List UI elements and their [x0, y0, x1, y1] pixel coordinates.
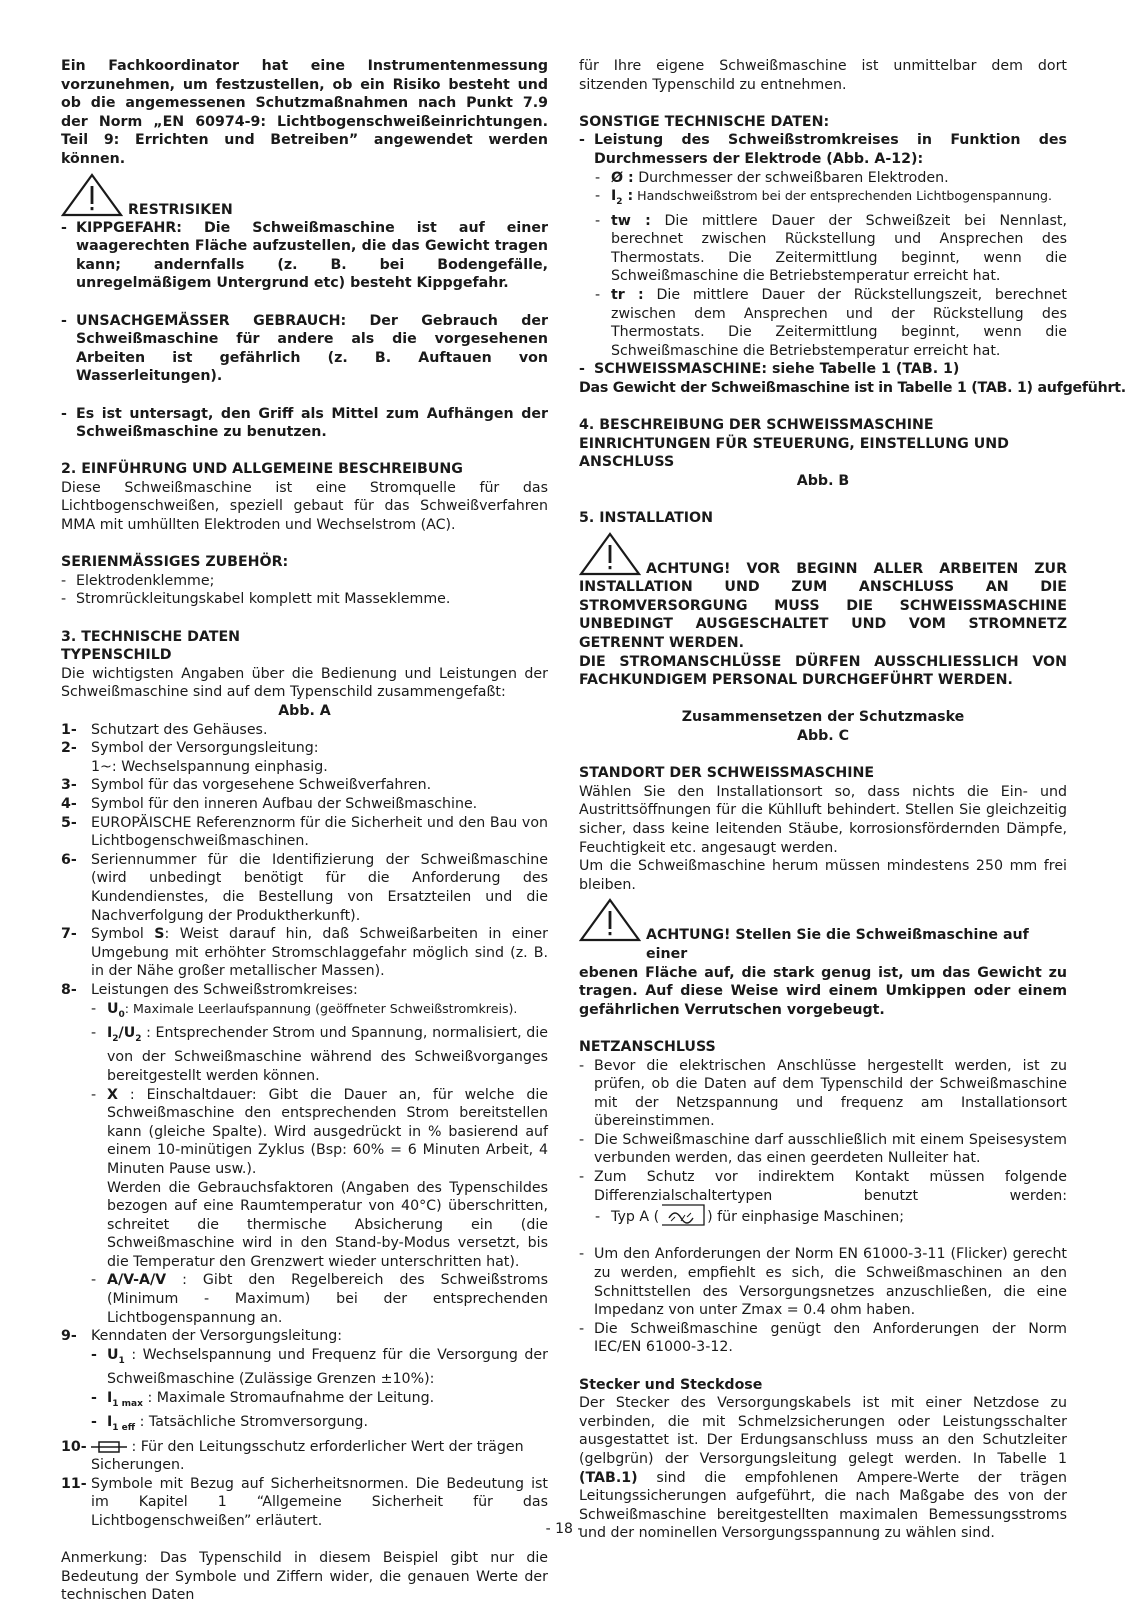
plate-item-2: 2- Symbol der Versorgungsleitung: 1~: Wechselspannung einphasig.: [61, 740, 328, 775]
installation-warning-text-2: DIE STROMANSCHLÜSSE DÜRFEN AUSSCHLIESSLICH VON FACHKUNDIGEM PERSONAL DURCHGEFÜHRT WERDEN.: [579, 653, 1067, 689]
accessory-item: - Elektrodenklemme;: [61, 572, 215, 589]
mains-item: - Zum Schutz vor indirektem Kontakt müssen folgende Differenzialschaltertypen benutzt werden:: [579, 1169, 1067, 1204]
weight-line: Das Gewicht der Schweißmaschine ist in Tabelle 1 (TAB. 1) aufgeführt.: [579, 379, 1126, 396]
coordinator-paragraph: Ein Fachkoordinator hat eine Instrumentenmessung vorzunehmen, um festzustellen, ob ein Risiko besteht und ob die angemessenen Schutzmaßnahmen nach Punkt 7.9 der Norm „EN 60974-9: Lichtbogenschweißeinrichtungen. Teil 9: Errichten und Betreiben” angewendet werden können.: [61, 58, 548, 167]
stability-warning: [579, 898, 1067, 1019]
rcd-type-a-icon: [661, 1204, 705, 1226]
section-4-subheading: EINRICHTUNGEN FÜR STEUERUNG, EINSTELLUNG UND ANSCHLUSS: [579, 435, 1009, 471]
mask-assembly-heading: Zusammensetzen der Schutzmaske: [681, 709, 965, 726]
plug-socket-text: Der Stecker des Versorgungskabels ist mit einer Netzdose zu verbinden, die mit Schmelzsicherungen oder Leistungsschalter ausgestattet ist. Der Erdungsanschluss muss an den Schutzleiter (gelbgrün) der Versorgungsleitung gelegt werden. In Tabelle 1 (TAB.1) sind die empfohlenen Ampere-Werte der trägen Leitungssicherungen aufgeführt, die nach Maßgabe des von der Schweißmaschine bereitgestellten maximalen Bemessungsstroms und der nominellen Versorgungsspannung zu wählen sind.: [579, 1395, 1067, 1542]
residual-risks-heading: RESTRISIKEN: [128, 201, 233, 218]
section-4-heading: 4. BESCHREIBUNG DER SCHWEISSMASCHINE: [579, 417, 934, 434]
stability-warning-first-line: ACHTUNG! Stellen Sie die Schweißmaschine auf einer: [646, 927, 1029, 962]
risk-item: - KIPPGEFAHR: Die Schweißmaschine ist auf einer waagerechten Fläche aufzustellen, die das Gewicht tragen kann; andernfalls (z. B. bei Bodengefälle, unregelmäßigem Untergrund etc) besteht Kippgefahr.: [61, 219, 548, 292]
duty-cycle-item: - X : Einschaltdauer: Gibt die Dauer an, für welche die Schweißmaschine den entsprechenden Strom bereitstellen kann (gleiche Spalte). Wird ausgedrückt in % basierend auf einem 10-minütigen Zyklus (Bsp: 60% = 6 Minuten Arbeit, 4 Minuten Pause usw.).: [91, 1086, 548, 1177]
section-3-heading: 3. TECHNISCHE DATEN: [61, 628, 241, 645]
residual-risks-warning: [61, 173, 548, 219]
plate-item-4: 4- Symbol für den inneren Aufbau der Schweißmaschine.: [61, 795, 478, 812]
diameter-item: - Ø : Durchmesser der schweißbaren Elektroden.: [595, 169, 949, 186]
location-text-2: Um die Schweißmaschine herum müssen mindestens 250 mm frei bleiben.: [579, 858, 1067, 893]
accessory-item: - Stromrückleitungskabel komplett mit Masseklemme.: [61, 591, 451, 608]
plate-item-1: 1- Schutzart des Gehäuses.: [61, 721, 268, 738]
section-2-text: Diese Schweißmaschine ist eine Stromquelle für das Lichtbogenschweißen, speziell gebaut für das Schweißverfahren MMA mit umhüllten Elektroden und Wechselstrom (AC).: [61, 479, 548, 534]
accessories-heading: SERIENMÄSSIGES ZUBEHÖR:: [61, 554, 289, 571]
mains-connection-heading: NETZANSCHLUSS: [579, 1038, 716, 1055]
location-text: Wählen Sie den Installationsort so, dass nichts die Ein- und Austrittsöffnungen für die Kühlluft behindert. Stellen Sie gleichzeitig sicher, dass keine leitenden Stäube, korrosionsfördernden Dämpfe, Feuchtigkeit etc. angesaugt werden.: [579, 783, 1067, 856]
rating-plate-text: Die wichtigsten Angaben über die Bedienung und Leistungen der Schweißmaschine sind auf dem Typenschild zusammengefaßt:: [61, 665, 548, 701]
figure-c-label: Abb. C: [796, 728, 850, 745]
left-column: [61, 57, 548, 1605]
welding-machine-table-ref: - SCHWEISSMASCHINE: siehe Tabelle 1 (TAB. 1): [579, 361, 960, 378]
rating-plate-note-continued: für Ihre eigene Schweißmaschine ist unmittelbar dem dort sitzenden Typenschild zu entnehmen.: [579, 58, 1067, 93]
risk-item: - UNSACHGEMÄSSER GEBRAUCH: Der Gebrauch der Schweißmaschine für andere als die vorgesehenen Arbeiten ist gefährlich (z. B. Auftauen von Wasserleitungen).: [61, 312, 548, 385]
fuse-icon: [91, 1440, 127, 1454]
duty-cycle-note: Werden die Gebrauchsfaktoren (Angaben des Typenschildes bezogen auf eine Raumtemperatur von 40°C) überschritten, schreitet die thermische Absicherung ein (die Schweißmaschine wird in den Stand-by-Modus versetzt, bis die Temperatur den Grenzwert wieder unterschritten hat).: [107, 1179, 548, 1270]
plate-item-11: 11- Symbole mit Bezug auf Sicherheitsnormen. Die Bedeutung ist im Kapitel 1 “Allgemeine Sicherheit für das Lichtbogenschweißen” erläutert.: [61, 1475, 548, 1530]
mains-item: - Die Schweißmaschine genügt den Anforderungen der Norm IEC/EN 61000-3-12.: [579, 1320, 1067, 1356]
page-number: - 18 -: [545, 1521, 583, 1537]
risk-item: - Es ist untersagt, den Griff als Mittel zum Aufhängen der Schweißmaschine zu benutzen.: [61, 405, 548, 441]
rating-plate-note: Anmerkung: Das Typenschild in diesem Beispiel gibt nur die Bedeutung der Symbole und Ziffern wider, die genauen Werte der technischen Daten: [61, 1550, 548, 1604]
section-2-heading: 2. EINFÜHRUNG UND ALLGEMEINE BESCHREIBUNG: [61, 461, 463, 478]
u0-item: - $U_0$: Maximale Leerlaufspannung (geöffneter Schweißstromkreis).: [91, 1000, 518, 1020]
u1-item: - $U_1$ : Wechselspannung und Frequenz für die Versorgung der Schweißmaschine (Zulässige Grenzen ±10%):: [91, 1346, 548, 1388]
i1eff-item: - $I_{1 eff}$ : Tatsächliche Stromversorgung.: [91, 1414, 368, 1434]
stability-warning-text: ebenen Fläche auf, die stark genug ist, um das Gewicht zu tragen. Auf diese Weise wird einem Umkippen oder einem gefährlichen Verrutschen vorgebeugt.: [579, 964, 1067, 1018]
mains-item: - Die Schweißmaschine darf ausschließlich mit einem Speisesystem verbunden werden, das einen geerdeten Nulleiter hat.: [579, 1131, 1067, 1167]
plate-item-5: 5- EUROPÄISCHE Referenznorm für die Sicherheit und den Bau von Lichtbogenschweißmaschinen.: [61, 814, 548, 850]
other-technical-data-heading: SONSTIGE TECHNISCHE DATEN:: [579, 113, 830, 130]
plate-item-8: 8- Leistungen des Schweißstromkreises:: [61, 981, 358, 998]
plate-item-7: 7- Symbol S: Weist darauf hin, daß Schweißarbeiten in einer Umgebung mit erhöhter Stromschlaggefahr möglich sind (z. B. in der Nähe großer metallischer Massen).: [61, 926, 548, 980]
installation-warning-first-line: ACHTUNG! VOR BEGINN ALLER ARBEITEN ZUR: [646, 560, 1067, 577]
rating-plate-heading: TYPENSCHILD: [61, 647, 172, 664]
warning-triangle-icon: [579, 532, 641, 576]
mains-item: - Bevor die elektrischen Anschlüsse hergestellt werden, ist zu prüfen, ob die Daten auf dem Typenschild der Schweißmaschine mit der Netzspannung und frequenz am Installationsort übereinstimmen.: [579, 1057, 1067, 1130]
figure-b-label: Abb. B: [796, 472, 850, 489]
plate-item-9: 9- Kenndaten der Versorgungsleitung:: [61, 1328, 343, 1345]
rcd-type-a-item: - Typ A ( ) für einphasige Maschinen;: [579, 1208, 1067, 1227]
plug-socket-heading: Stecker und Steckdose: [579, 1376, 763, 1393]
section-5-heading: 5. INSTALLATION: [579, 510, 713, 527]
figure-a-label: Abb. A: [278, 703, 331, 719]
welding-current-item: - $I_2$ : Handschweißstrom bei der entsprechenden Lichtbogenspannung.: [595, 188, 1053, 207]
current-range-item: - A/V-A/V : Gibt den Regelbereich des Schweißstroms (Minimum - Maximum) bei der entsprechenden Lichtbogenspannung an.: [91, 1272, 548, 1326]
plate-item-6: 6- Seriennummer für die Identifizierung der Schweißmaschine (wird unbedingt benötigt für die Anforderung des Kundendienstes, die Bestellung von Ersatzteilen und die Nachverfolgung der Produktherkunft).: [61, 851, 548, 924]
i2-u2-item: - $I_2/U_2$ : Entsprechender Strom und Spannung, normalisiert, die von der Schweißmaschine während des Schweißvorganges bereitgestellt werden können.: [91, 1024, 548, 1084]
warning-triangle-icon: [61, 173, 123, 217]
location-heading: STANDORT DER SCHWEISSMASCHINE: [579, 765, 875, 782]
installation-warning-text: INSTALLATION UND ZUM ANSCHLUSS AN DIE STROMVERSORGUNG MUSS DIE SCHWEISSMASCHINE UNBEDINGT AUSGESCHALTET UND VOM STROMNETZ GETRENNT WERDEN.: [579, 579, 1067, 652]
plate-item-3: 3- Symbol für das vorgesehene Schweißverfahren.: [61, 777, 432, 794]
tw-item: - tw : Die mittlere Dauer der Schweißzeit bei Nennlast, berechnet zwischen Rückstellung und Ansprechen des Thermostats. Die Zeitermittlung beginnt, wenn die Schweißmaschine die Betriebstemperatur erreicht hat.: [595, 212, 1067, 285]
mains-item: - Um den Anforderungen der Norm EN 61000-3-11 (Flicker) gerecht zu werden, empfiehlt es sich, die Schweißmaschinen an den Schnittstellen des Versorgungsnetzes anzuschließen, die eine Impedanz von unter Zmax = 0.4 ohm haben.: [579, 1246, 1067, 1319]
i1max-item: - $I_{1 max}$ : Maximale Stromaufnahme der Leitung.: [91, 1389, 435, 1409]
right-column: [579, 57, 1126, 1543]
tr-item: - tr : Die mittlere Dauer der Rückstellungszeit, berechnet zwischen dem Ansprechen und der Rückstellung des Thermostats. Die Zeitermittlung beginnt, wenn die Schweißmaschine die Betriebstemperatur erreicht hat.: [595, 286, 1067, 359]
plate-item-10: 10- : Für den Leitungsschutz erforderlicher Wert der trägen Sicherungen.: [61, 1438, 524, 1474]
electrode-performance-heading: - Leistung des Schweißstromkreises in Funktion des Durchmessers der Elektrode (Abb. A-12):: [579, 132, 1067, 167]
warning-triangle-icon: [579, 898, 641, 942]
installation-warning: [579, 532, 1067, 690]
